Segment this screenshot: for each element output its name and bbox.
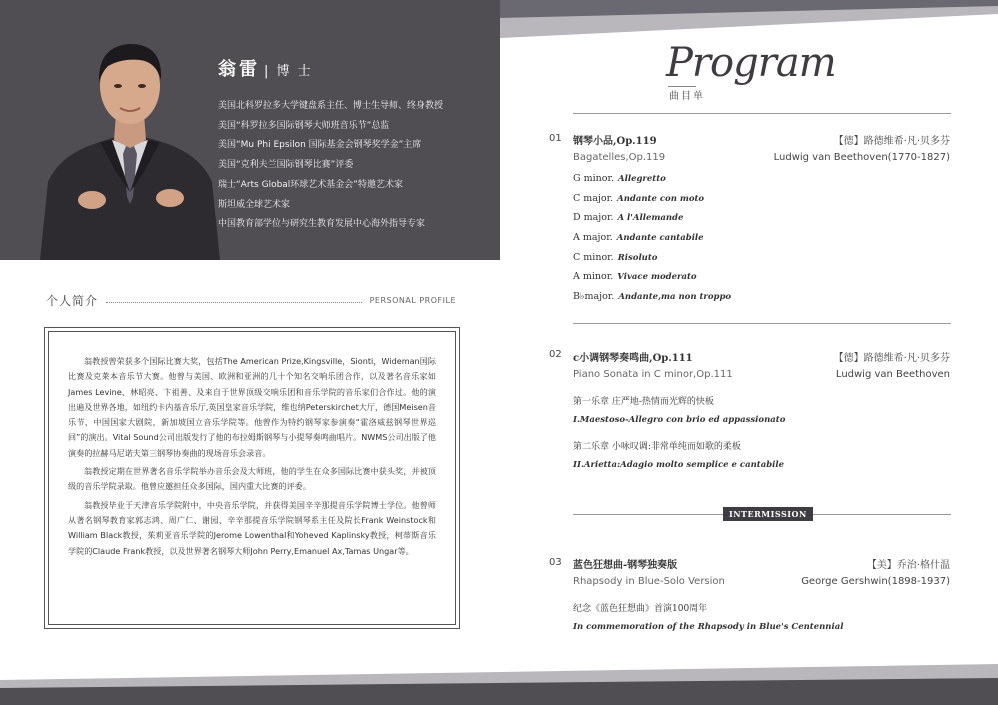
heading-dotted-divider	[106, 302, 362, 303]
credential-item: 斯坦威全球艺术家	[218, 199, 291, 210]
piece-title-en: Bagatelles,Op.119	[573, 152, 666, 163]
pianist-name	[218, 55, 313, 81]
profile-heading-zh: 个人简介	[46, 293, 99, 308]
bio-paragraph: 翁教授曾荣获多个国际比赛大奖，包括The American Prize,Kingsville，Sionti，Wideman国际比赛及克莱本音乐节大赛。他曾与美国、欧洲和亚洲的几十个知名交响乐团合作，以及著名音乐家如James Levine、林昭亮、卞祖善、及来自于世界顶级交响乐团和音乐学院的音乐家们合作过。他的演出遍及世界各地，如纽约卡内基音乐厅,英国皇家音乐学院，维也纳Peterskirchet大厅，德国Meisen音乐节，中国国家大剧院，新加坡国立音乐学院等。他曾作为特约钢琴家参演奏“霍洛威兹钢琴世界巡回”的演出。Vital Sound公司出版发行了他的布拉姆斯钢琴与小提琴奏鸣曲唱片。NWMS公司出版了他演奏的拉赫马尼诺夫第三钢琴协奏曲的现场音乐会录音。	[68, 356, 436, 458]
composer-zh: 【德】路德维希·凡·贝多芬	[833, 136, 950, 147]
program-title: Program	[666, 40, 836, 86]
credential-item: 美国“Mu Phi Epsilon 国际基金会钢琴奖学金”主席	[218, 140, 422, 151]
piece-title-zh: 蓝色狂想曲-钢琴独奏版	[573, 560, 678, 571]
piece-number: 03	[549, 557, 562, 568]
movement-key: B♭major.	[573, 291, 615, 302]
movement-tempo: Risoluto	[617, 253, 658, 263]
commemoration-en: In commemoration of the Rhapsody in Blue's Centennial	[573, 622, 844, 632]
section-divider	[573, 323, 951, 324]
movement-key: D major.	[573, 212, 614, 223]
composer-zh: 【德】路德维希·凡·贝多芬	[833, 353, 950, 364]
movement-line	[573, 291, 731, 302]
movement-tempo: Andante,ma non troppo	[618, 292, 732, 302]
movement-zh: 第二乐章 小咏叹调:非常单纯而如歌的柔板	[573, 442, 741, 452]
credentials-list	[218, 97, 443, 235]
movement-tempo: Vivace moderato	[617, 272, 697, 282]
piece-title-en: Piano Sonata in C minor,Op.111	[573, 369, 733, 380]
movement-line	[573, 173, 666, 184]
piece-number: 01	[549, 133, 562, 144]
commemoration-zh: 纪念《蓝色狂想曲》首演100周年	[573, 604, 708, 614]
movement-key: C major.	[573, 193, 614, 204]
movement-key: G minor.	[573, 173, 615, 184]
credential-item: 瑞士“Arts Global环球艺术基金会”特邀艺术家	[218, 179, 403, 190]
doctor-title: | 博 士	[264, 64, 313, 79]
movement-tempo: Andante cantabile	[616, 233, 704, 243]
movement-key: A minor.	[573, 271, 614, 282]
profile-heading-en: PERSONAL PROFILE	[369, 295, 456, 305]
bio-paragraph: 翁教授定期在世界著名音乐学院举办音乐会及大师班，他的学生在众多国际比赛中获头奖，并被顶级的音乐学院录取。他曾应邀担任众多国际，国内重大比赛的评委。	[68, 466, 436, 492]
movement-line	[573, 193, 704, 204]
bottom-decorative-band	[0, 660, 998, 705]
composer-en: George Gershwin(1898-1937)	[801, 576, 950, 587]
bio-header-panel	[0, 0, 500, 260]
movement-italian: II.Arietta:Adagio molto semplice e cantabile	[573, 460, 785, 470]
piece-title-en: Rhapsody in Blue-Solo Version	[573, 576, 725, 587]
piece-title-zh: 钢琴小品,Op.119	[573, 136, 657, 147]
composer-zh: 【美】乔治·格什温	[866, 560, 950, 571]
movement-key: A major.	[573, 232, 613, 243]
piece-number: 02	[549, 349, 562, 360]
credential-item: 美国“克利夫兰国际钢琴比赛”评委	[218, 160, 354, 171]
movement-line	[573, 271, 697, 282]
section-divider	[573, 113, 951, 114]
name-text: 翁雷	[218, 59, 260, 80]
piece-title-zh: c小调钢琴奏鸣曲,Op.111	[573, 353, 693, 364]
movement-line	[573, 212, 683, 223]
credential-item: 美国“科罗拉多国际钢琴大师班音乐节”总监	[218, 120, 390, 131]
credential-item: 中国教育部学位与研究生教育发展中心海外指导专家	[218, 219, 426, 230]
movement-italian: I.Maestoso-Allegro con brio ed appassionato	[573, 415, 786, 425]
movement-tempo: A l'Allemande	[617, 213, 684, 223]
program-subtitle: 曲目单	[669, 91, 705, 102]
intermission-label: INTERMISSION	[723, 507, 813, 521]
composer-en: Ludwig van Beethoven(1770-1827)	[773, 152, 950, 163]
movement-tempo: Andante con moto	[617, 194, 705, 204]
credential-item: 美国北科罗拉多大学键盘系主任、博士生导师、终身教授	[218, 101, 444, 111]
movement-tempo: Allegretto	[618, 174, 666, 184]
movement-line	[573, 232, 704, 243]
profile-heading	[46, 292, 456, 308]
portrait-photo	[30, 22, 230, 260]
composer-en: Ludwig van Beethoven	[835, 369, 950, 380]
bio-paragraph: 翁教授毕业于天津音乐学院附中，中央音乐学院，并获得美国辛辛那提音乐学院博士学位。他曾师从著名钢琴教育家郭志鸿、周广仁、谢园、辛辛那提音乐学院钢琴系主任及院长Frank Weinstock和William Black教授，茱莉亚音乐学院的Jerome Lowenthal和Yoheved Kaplinsky教授，柯蒂斯音乐学院的Claude Frank教授，以及世界著名钢琴大师John Perry,Emanuel Ax,Tamas Ungar等。	[68, 499, 436, 556]
top-decorative-band	[500, 0, 998, 40]
biography-text	[68, 354, 436, 562]
movement-key: C minor.	[573, 252, 614, 263]
movement-zh: 第一乐章 庄严地-热情而光辉的快板	[573, 397, 714, 407]
movement-line	[573, 252, 657, 263]
